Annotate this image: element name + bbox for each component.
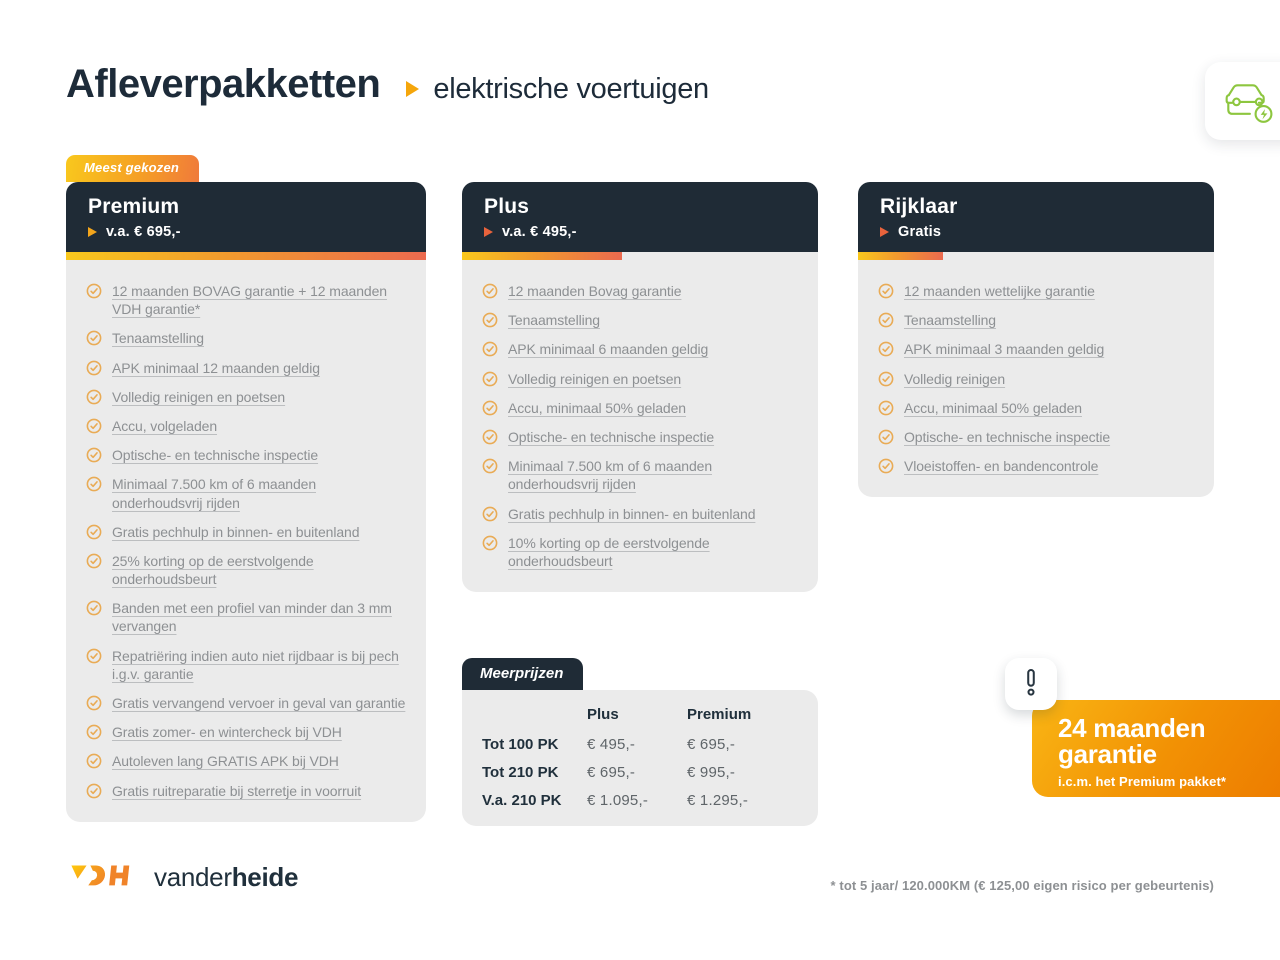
feature-text: Gratis zomer- en wintercheck bij VDH (112, 724, 342, 741)
check-circle-icon (482, 312, 498, 328)
tier-stripe (858, 252, 943, 260)
page-header (66, 62, 709, 107)
feature-text: 25% korting op de eerstvolgende onderhoudsbeurt (112, 552, 314, 588)
package-price-row (88, 224, 404, 240)
tier-stripe-track (858, 252, 1214, 260)
page-subtitle-group (406, 73, 709, 106)
feature-text: Banden met een profiel van minder dan 3 mm vervangen (112, 600, 392, 635)
feature-item (86, 782, 406, 800)
feature-item (86, 752, 406, 770)
surcharge-title-badge: Meerprijzen (462, 658, 583, 690)
check-circle-icon (878, 371, 894, 387)
surcharge-section (462, 658, 818, 826)
feature-text: Gratis ruitreparatie bij sterretje in voorruit (112, 782, 362, 799)
pk-range-label: Tot 100 PK (482, 736, 559, 753)
check-circle-icon (86, 553, 102, 569)
price-value: € 495,- (587, 736, 636, 753)
check-circle-icon (86, 418, 102, 434)
premium-card-header (66, 182, 426, 252)
check-circle-icon (878, 458, 894, 474)
feature-item (86, 647, 406, 683)
rijklaar-card-body (858, 260, 1214, 497)
pk-range-label: Tot 210 PK (482, 764, 559, 781)
tier-stripe-track (66, 252, 426, 260)
package-name: Rijklaar (880, 195, 958, 218)
feature-text: Gratis pechhulp in binnen- en buitenland (112, 523, 360, 540)
tier-stripe (66, 252, 426, 260)
price-value: € 695,- (587, 764, 636, 781)
footnote-disclaimer: * tot 5 jaar/ 120.000KM (€ 125,00 eigen risico per gebeurtenis) (830, 878, 1214, 893)
feature-text: APK minimaal 12 maanden geldig (112, 359, 320, 376)
feature-item (482, 399, 798, 417)
feature-item (878, 340, 1194, 358)
plus-card-body (462, 260, 818, 592)
feature-item (86, 475, 406, 511)
check-circle-icon (482, 341, 498, 357)
check-circle-icon (482, 458, 498, 474)
table-corner-cell (482, 702, 587, 728)
feature-text: Minimaal 7.500 km of 6 maanden onderhoudsvrij rijden (112, 476, 316, 511)
package-price: v.a. € 695,- (106, 224, 181, 240)
surcharge-table (482, 702, 798, 812)
most-chosen-badge: Meest gekozen (66, 155, 199, 182)
feature-item (878, 399, 1194, 417)
check-circle-icon (878, 429, 894, 445)
check-circle-icon (878, 312, 894, 328)
exclamation-icon (1019, 667, 1043, 702)
feature-item (878, 428, 1194, 446)
check-circle-icon (86, 524, 102, 540)
price-value: € 995,- (687, 764, 736, 781)
feature-list (878, 282, 1194, 475)
feature-item (86, 723, 406, 741)
page-title: Afleverpakketten (66, 62, 381, 106)
check-circle-icon (86, 360, 102, 376)
feature-item (86, 359, 406, 377)
feature-list (482, 282, 798, 570)
premium-card-body (66, 260, 426, 822)
column-header-premium: Premium (687, 706, 752, 723)
package-card-rijklaar (858, 182, 1214, 497)
warranty-banner (1032, 700, 1280, 797)
package-card-premium (66, 155, 426, 822)
feature-item (482, 428, 798, 446)
price-value: € 695,- (687, 736, 736, 753)
package-card-plus (462, 182, 818, 592)
check-circle-icon (86, 330, 102, 346)
feature-item (878, 311, 1194, 329)
feature-item (482, 457, 798, 493)
feature-text: APK minimaal 6 maanden geldig (508, 341, 709, 358)
feature-item (86, 388, 406, 406)
vdh-logo-icon (66, 862, 140, 893)
feature-text: Vloeistoffen- en bandencontrole (904, 458, 1099, 475)
feature-text: 12 maanden BOVAG garantie + 12 maanden VDH garantie* (112, 283, 387, 318)
package-name: Plus (484, 195, 530, 218)
feature-item (482, 505, 798, 523)
surcharge-table-card (462, 690, 818, 826)
check-circle-icon (878, 283, 894, 299)
tier-stripe (462, 252, 622, 260)
feature-text: Volledig reinigen (904, 370, 1006, 387)
electric-vehicle-icon-card (1205, 62, 1280, 140)
check-circle-icon (878, 341, 894, 357)
electric-car-icon (1219, 72, 1280, 131)
package-name: Premium (88, 195, 180, 218)
feature-text: 12 maanden wettelijke garantie (904, 283, 1095, 299)
feature-text: Optische- en technische inspectie (508, 428, 715, 445)
feature-item (86, 599, 406, 635)
check-circle-icon (86, 476, 102, 492)
check-circle-icon (86, 753, 102, 769)
package-price: Gratis (898, 224, 942, 240)
check-circle-icon (482, 535, 498, 551)
feature-item (482, 311, 798, 329)
feature-text: Tenaamstelling (904, 312, 996, 329)
feature-text: Gratis pechhulp in binnen- en buitenland (508, 505, 756, 522)
feature-item (86, 446, 406, 464)
column-header-plus: Plus (587, 706, 619, 723)
feature-text: Volledig reinigen en poetsen (112, 388, 286, 405)
arrow-right-icon (880, 227, 889, 237)
feature-list (86, 282, 406, 800)
package-price-row (484, 224, 796, 240)
feature-item (86, 552, 406, 588)
feature-item (482, 282, 798, 300)
feature-item (86, 694, 406, 712)
feature-item (482, 534, 798, 570)
feature-text: Optische- en technische inspectie (904, 428, 1111, 445)
feature-text: APK minimaal 3 maanden geldig (904, 341, 1105, 358)
arrow-right-icon (484, 227, 493, 237)
check-circle-icon (86, 695, 102, 711)
check-circle-icon (482, 283, 498, 299)
package-price: v.a. € 495,- (502, 224, 577, 240)
warranty-title-line1: 24 maanden (1058, 713, 1206, 743)
check-circle-icon (482, 371, 498, 387)
tier-stripe-track (462, 252, 818, 260)
check-circle-icon (86, 447, 102, 463)
feature-text: Repatriëring indien auto niet rijdbaar is bij pech i.g.v. garantie (112, 647, 399, 682)
feature-text: Minimaal 7.500 km of 6 maanden onderhoudsvrij rijden (508, 458, 712, 493)
check-circle-icon (878, 400, 894, 416)
package-price-row (880, 224, 1192, 240)
feature-text: Optische- en technische inspectie (112, 447, 319, 464)
page-subtitle: elektrische voertuigen (433, 72, 709, 105)
feature-text: Accu, minimaal 50% geladen (508, 399, 686, 416)
price-value: € 1.295,- (687, 792, 749, 809)
feature-item (86, 417, 406, 435)
warranty-subtitle: i.c.m. het Premium pakket* (1058, 774, 1227, 789)
plus-card-header (462, 182, 818, 252)
feature-text: Accu, minimaal 50% geladen (904, 399, 1082, 416)
feature-item (878, 370, 1194, 388)
feature-item (482, 370, 798, 388)
feature-text: Autoleven lang GRATIS APK bij VDH (112, 753, 339, 770)
price-value: € 1.095,- (587, 792, 649, 809)
rijklaar-card-header (858, 182, 1214, 252)
feature-text: Tenaamstelling (112, 330, 204, 347)
pk-range-label: V.a. 210 PK (482, 792, 562, 809)
check-circle-icon (86, 648, 102, 664)
warranty-title-line2: garantie (1058, 739, 1157, 769)
arrow-right-icon (88, 227, 97, 237)
check-circle-icon (86, 783, 102, 799)
feature-item (482, 340, 798, 358)
check-circle-icon (86, 389, 102, 405)
feature-text: Tenaamstelling (508, 312, 600, 329)
feature-item (878, 457, 1194, 475)
arrow-right-icon (406, 81, 419, 97)
exclamation-badge (1005, 658, 1057, 710)
feature-text: 12 maanden Bovag garantie (508, 283, 682, 299)
check-circle-icon (86, 283, 102, 299)
feature-item (86, 329, 406, 347)
check-circle-icon (86, 724, 102, 740)
check-circle-icon (482, 506, 498, 522)
feature-text: Volledig reinigen en poetsen (508, 370, 682, 387)
feature-item (86, 523, 406, 541)
feature-item (878, 282, 1194, 300)
feature-item (86, 282, 406, 318)
check-circle-icon (86, 600, 102, 616)
feature-text: Accu, volgeladen (112, 417, 218, 434)
brand-wordmark: vanderheide (154, 862, 299, 892)
feature-text: 10% korting op de eerstvolgende onderhoudsbeurt (508, 534, 710, 569)
feature-text: Gratis vervangend vervoer in geval van garantie (112, 695, 406, 711)
check-circle-icon (482, 429, 498, 445)
footer-brand (66, 862, 298, 893)
check-circle-icon (482, 400, 498, 416)
